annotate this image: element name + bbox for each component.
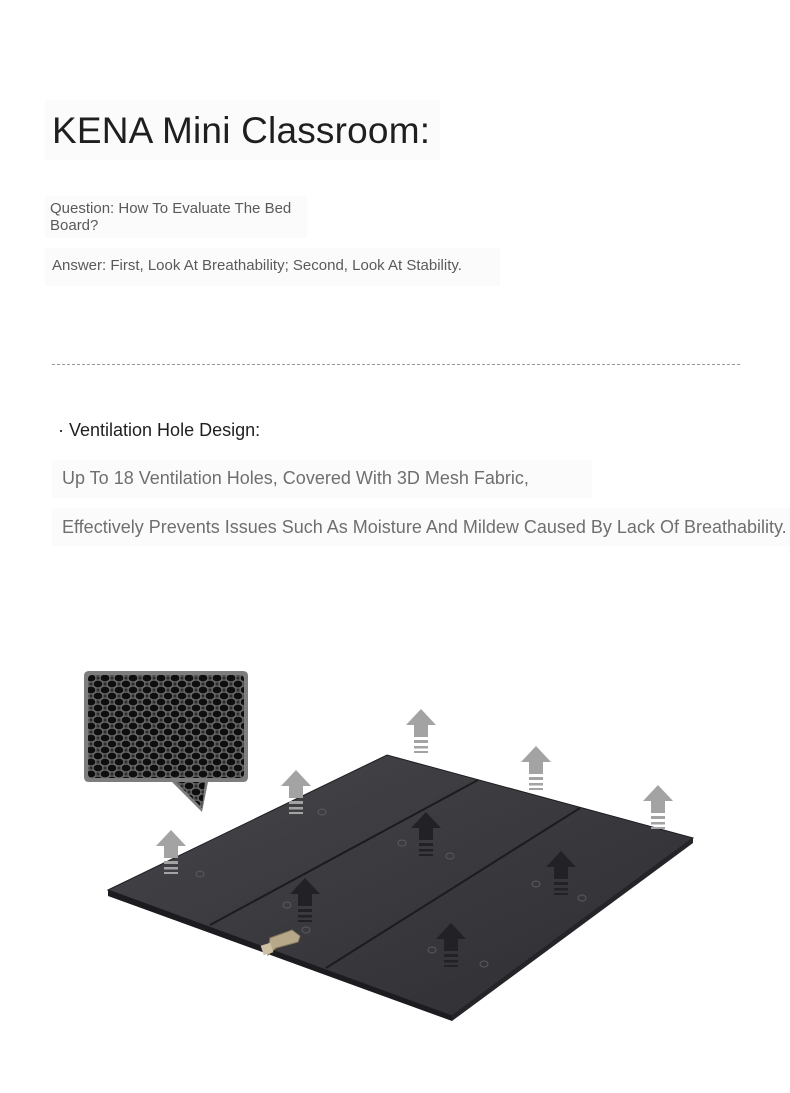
airflow-arrow-icon	[406, 709, 436, 753]
feature-description-line-1: Up To 18 Ventilation Holes, Covered With 3D Mesh Fabric,	[62, 468, 529, 488]
airflow-arrow-icon	[643, 785, 673, 829]
question-text: Question: How To Evaluate The Bed Board?	[50, 200, 292, 234]
airflow-arrow-icon	[521, 746, 551, 790]
feature-description-line-2: Effectively Prevents Issues Such As Moisture And Mildew Caused By Lack Of Breathability.	[62, 517, 787, 537]
feature-heading: · Ventilation Hole Design:	[58, 420, 261, 440]
bed-board-illustration	[0, 590, 790, 1070]
mesh-fabric-callout	[84, 671, 248, 812]
page-title: KENA Mini Classroom:	[52, 110, 431, 151]
section-divider	[52, 364, 740, 365]
answer-text: Answer: First, Look At Breathability; Second, Look At Stability.	[52, 257, 462, 274]
